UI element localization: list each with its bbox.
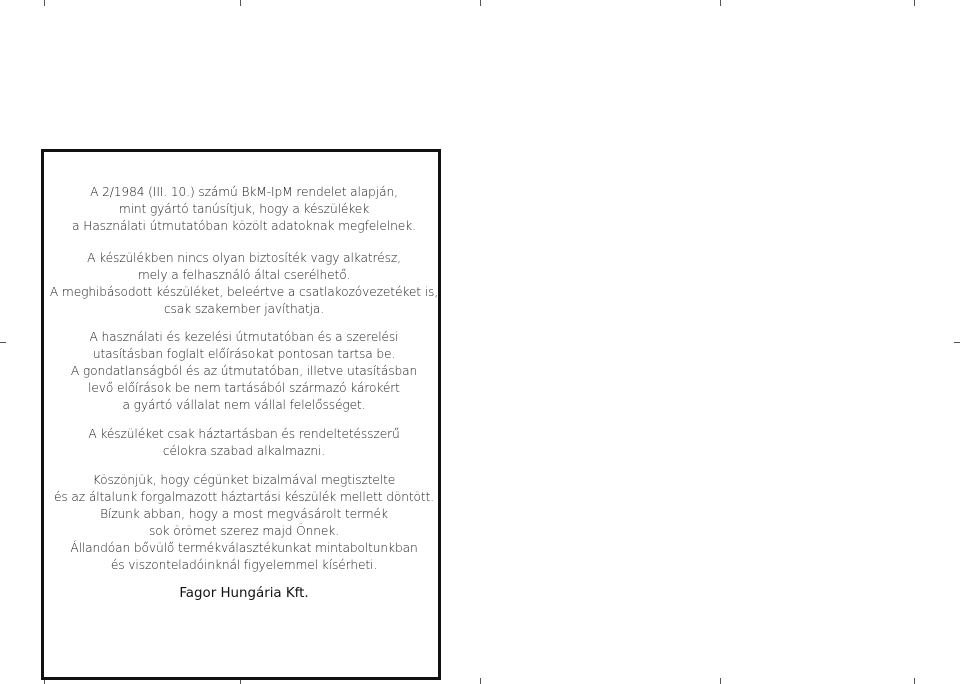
text-line: Köszönjük, hogy cégünket bizalmával megtisztelte (92, 473, 396, 487)
text-line: a gyártó vállalat nem vállal felelősséget. (122, 398, 366, 412)
text-line: A készüléket csak háztartásban és rendeltetésszerű (88, 427, 400, 441)
text-line: Állandóan bővülő termékválasztékunkat mintaboltunkban (70, 541, 418, 555)
company-signature: Fagor Hungária Kft. (179, 586, 309, 601)
text-line: A meghibásodott készüléket, beleértve a csatlakozóvezetéket is, (49, 285, 439, 299)
crop-mark-top-right-b (914, 0, 915, 6)
text-line: mely a felhasználó által cserélhető. (137, 268, 351, 282)
crop-mark-middle-right (954, 342, 960, 343)
text-line: Bízunk abban, hogy a most megvásárolt termék (100, 507, 388, 521)
paragraph-conformity (44, 184, 444, 235)
crop-mark-top-left (44, 0, 45, 6)
crop-mark-middle-left (0, 342, 6, 343)
paragraph-instructions (44, 329, 444, 414)
crop-mark-bottom-right-b (914, 678, 915, 684)
text-line: A gondatlanságból és az útmutatóban, illetve utasításban (70, 364, 418, 378)
text-line: A használati és kezelési útmutatóban és a szerelési (89, 330, 399, 344)
text-line: és az általunk forgalmazott háztartási készülék mellett döntött. (53, 490, 435, 504)
text-line: és viszonteladóinknál figyelemmel kísérheti. (110, 558, 378, 572)
crop-mark-bottom-center-right (480, 678, 481, 684)
text-line: A 2/1984 (III. 10.) számú BkM-IpM rendelet alapján, (90, 185, 398, 199)
text-line: utasításban foglalt előírásokat pontosan tartsa be. (92, 347, 396, 361)
text-line: célokra szabad alkalmazni. (162, 444, 326, 458)
crop-mark-top-center-right (480, 0, 481, 6)
text-line: csak szakember javíthatja. (163, 302, 325, 316)
crop-mark-bottom-right-a (720, 678, 721, 684)
text-line: a Használati útmutatóban közölt adatoknak megfelelnek. (72, 219, 416, 233)
crop-mark-top-right-a (720, 0, 721, 6)
text-line: mint gyártó tanúsítjuk, hogy a készülékek (118, 202, 370, 216)
text-line: levő előírások be nem tartásából származó károkért (88, 381, 400, 395)
paragraph-thanks (44, 472, 444, 574)
text-line: A készülékben nincs olyan biztosíték vagy alkatrész, (87, 251, 401, 265)
paragraph-usage (44, 426, 444, 460)
text-line: sok örömet szerez majd Önnek. (148, 524, 340, 538)
crop-mark-top-center-left (240, 0, 241, 6)
paragraph-repair (44, 250, 444, 318)
